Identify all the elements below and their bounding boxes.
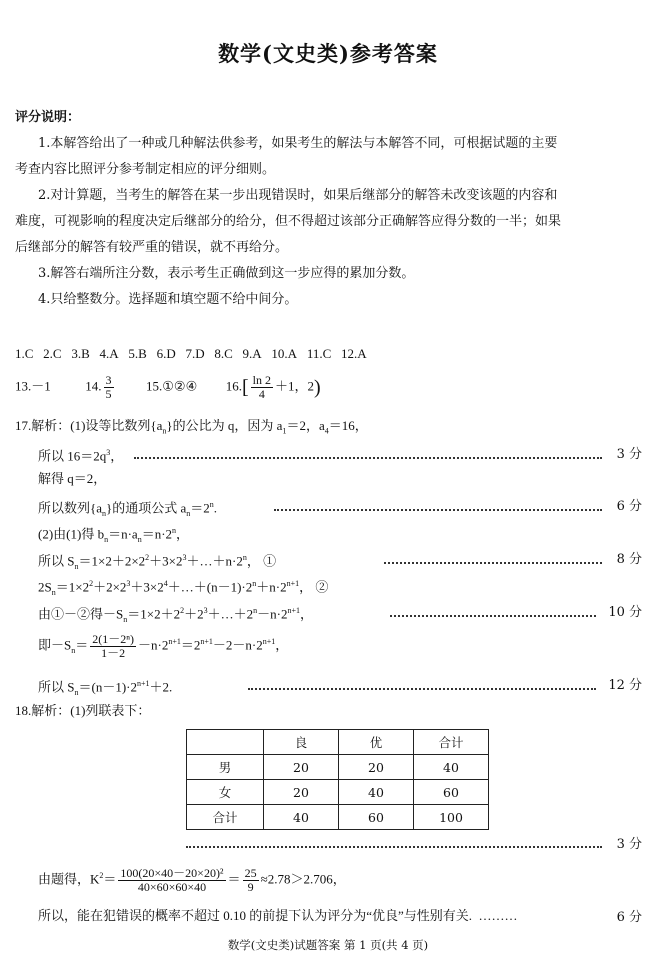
table-cell: 20 [264,780,339,805]
notes-heading: 评分说明： [15,110,81,125]
note-3: 3.解答右端所注分数，表示考生正确做到这一步应得的累加分数。 [38,266,415,281]
k2-result-fraction: $\frac{25}{9}$ [244,865,257,894]
choice-answer: 7.D [185,346,205,361]
note-2c: 后继部分的解答有较严重的错误，就不再给分。 [15,240,289,255]
q17-line-10: 所以 $S_n=(n-1)\cdot 2^{n+1}+2$. [38,679,173,697]
contingency-table [186,729,489,830]
answer-16-label: 16. [225,378,242,394]
q17-line-4: 所以数列$\{a_n\}$的通项公式 $a_n=2^n$. [38,500,218,518]
choice-answers-row [15,344,367,364]
answer-15: 15.①②④ [146,378,198,394]
score-3: 3 分 [616,447,642,462]
table-cell: 20 [339,755,414,780]
note-2b: 难度，可视影响的程度决定后继部分的给分，但不得超过该部分正确解答应得分数的一半；如果 [15,214,562,229]
table-cell: 40 [414,755,489,780]
choice-answer: 3.B [71,346,90,361]
table-cell: 合计 [187,805,264,830]
q17-line-8: 由①－②得$-S_n=1\times 2+2^2+2^3+\dots+2^n-n\cdot 2^{n+1}$， [38,606,313,624]
q17-line-1: 17.解析：(1)设等比数列$\{a_n\}$的公比为 q，因为 $a_1=2$，$a_4=16$， [15,418,368,436]
choice-answer: 9.A [242,346,262,361]
dot-leader [186,846,602,848]
table-cell: 40 [339,780,414,805]
choice-answer: 10.A [271,346,298,361]
dot-leader [274,509,602,511]
choice-answer: 8.C [214,346,233,361]
choice-answer: 2.C [43,346,62,361]
choice-answer: 11.C [306,346,332,361]
q17-line-6: 所以 $S_n=1\times 2+2\times 2^2+3\times 2^3+\dots+n\cdot 2^n$， ① [38,553,277,571]
choice-answer: 5.B [128,346,147,361]
table-cell: 20 [264,755,339,780]
q17-line-2: 所以 $16=2q^3$， [38,448,124,464]
table-row [187,805,489,830]
table-cell [187,730,264,755]
table-header-row [187,730,489,755]
choice-answer: 4.A [99,346,119,361]
score-6: 6 分 [616,910,642,925]
choice-answer: 12.A [341,346,367,361]
choice-answer: 1.C [15,346,34,361]
answer-14-label: 14. [85,378,102,394]
q17-fraction: $\frac{\text{2(1－2ⁿ)}}{1-2}$ [92,631,135,660]
table-cell: 60 [414,780,489,805]
answer-13: 13.－1 [15,378,51,394]
page-title: 数学(文史类)参考答案 [218,41,438,66]
q18-line-2: 由题得，$K^2=$ $\frac{\text{100(20×40－20×20)²}}{40\times 60\times 60\times 40}$ ＝ $\frac{25}{9}$ ≈2.78＞2.706， [38,865,346,894]
table-cell: 良 [264,730,339,755]
q17-line-9: 即$-S_n=$ $\frac{\text{2(1－2ⁿ)}}{1-2}$ $-n\cdot 2^{n+1}=2^{n+1}-2-n\cdot 2^{n+1}$， [38,631,289,660]
score-12: 12 分 [608,678,642,693]
table-cell: 女 [187,780,264,805]
q17-line-3: 解得 q＝2， [38,471,107,486]
page-footer: 数学(文史类)试题答案 第 1 页(共 4 页) [227,938,429,952]
table-row [187,755,489,780]
table-cell: 男 [187,755,264,780]
score-8: 8 分 [616,552,642,567]
answer-14-fraction: $\frac{3}{5}$ [105,373,112,401]
table-cell: 优 [339,730,414,755]
answer-16-fraction: $\frac{\ln 2}{4}$ [252,373,271,401]
q17-line-5: (2)由(1)得 $b_n=n\cdot a_n=n\cdot 2^n$， [38,526,190,544]
choice-answer: 6.D [156,346,176,361]
q18-line-3: 所以，能在犯错误的概率不超过 0.10 的前提下认为评分为“优良”与性别有关. ……… [38,908,518,923]
dot-leader [390,615,596,617]
dot-leader [134,457,602,459]
dot-leader [248,688,596,690]
table-row [187,780,489,805]
table-cell: 40 [264,805,339,830]
table-cell: 合计 [414,730,489,755]
note-1a: 1.本解答给出了一种或几种解法供参考，如果考生的解法与本解答不同，可根据试题的主要 [38,136,558,151]
note-2a: 2.对计算题，当考生的解答在某一步出现错误时，如果后继部分的解答未改变该题的内容和 [38,188,558,203]
note-1b: 考查内容比照评分参考制定相应的评分细则。 [15,162,276,177]
q17-line-7: $2S_n=1\times 2^2+2\times 2^3+3\times 2^4+\dots+(n-1)\cdot 2^n+n\cdot 2^{n+1}$， ② [38,579,329,597]
fill-answers-row: 13.－1 14. $\frac{3}{5}$ 15.①②④ 16.[ $\frac{\ln 2}{4}$ ＋1，2) [15,373,321,401]
table-cell: 60 [339,805,414,830]
q18-line-1: 18.解析：(1)列联表下： [15,703,151,718]
answer-16-rest: ＋1，2 [275,378,315,394]
k2-fraction: $\frac{\text{100(20×40－20×20)²}}{40\times 60\times 60\times 40}$ [120,865,224,894]
table-cell: 100 [414,805,489,830]
score-10: 10 分 [608,605,642,620]
score-6: 6 分 [616,499,642,514]
note-4: 4.只给整数分。选择题和填空题不给中间分。 [38,292,298,307]
dot-leader [384,562,602,564]
score-3: 3 分 [616,837,642,852]
